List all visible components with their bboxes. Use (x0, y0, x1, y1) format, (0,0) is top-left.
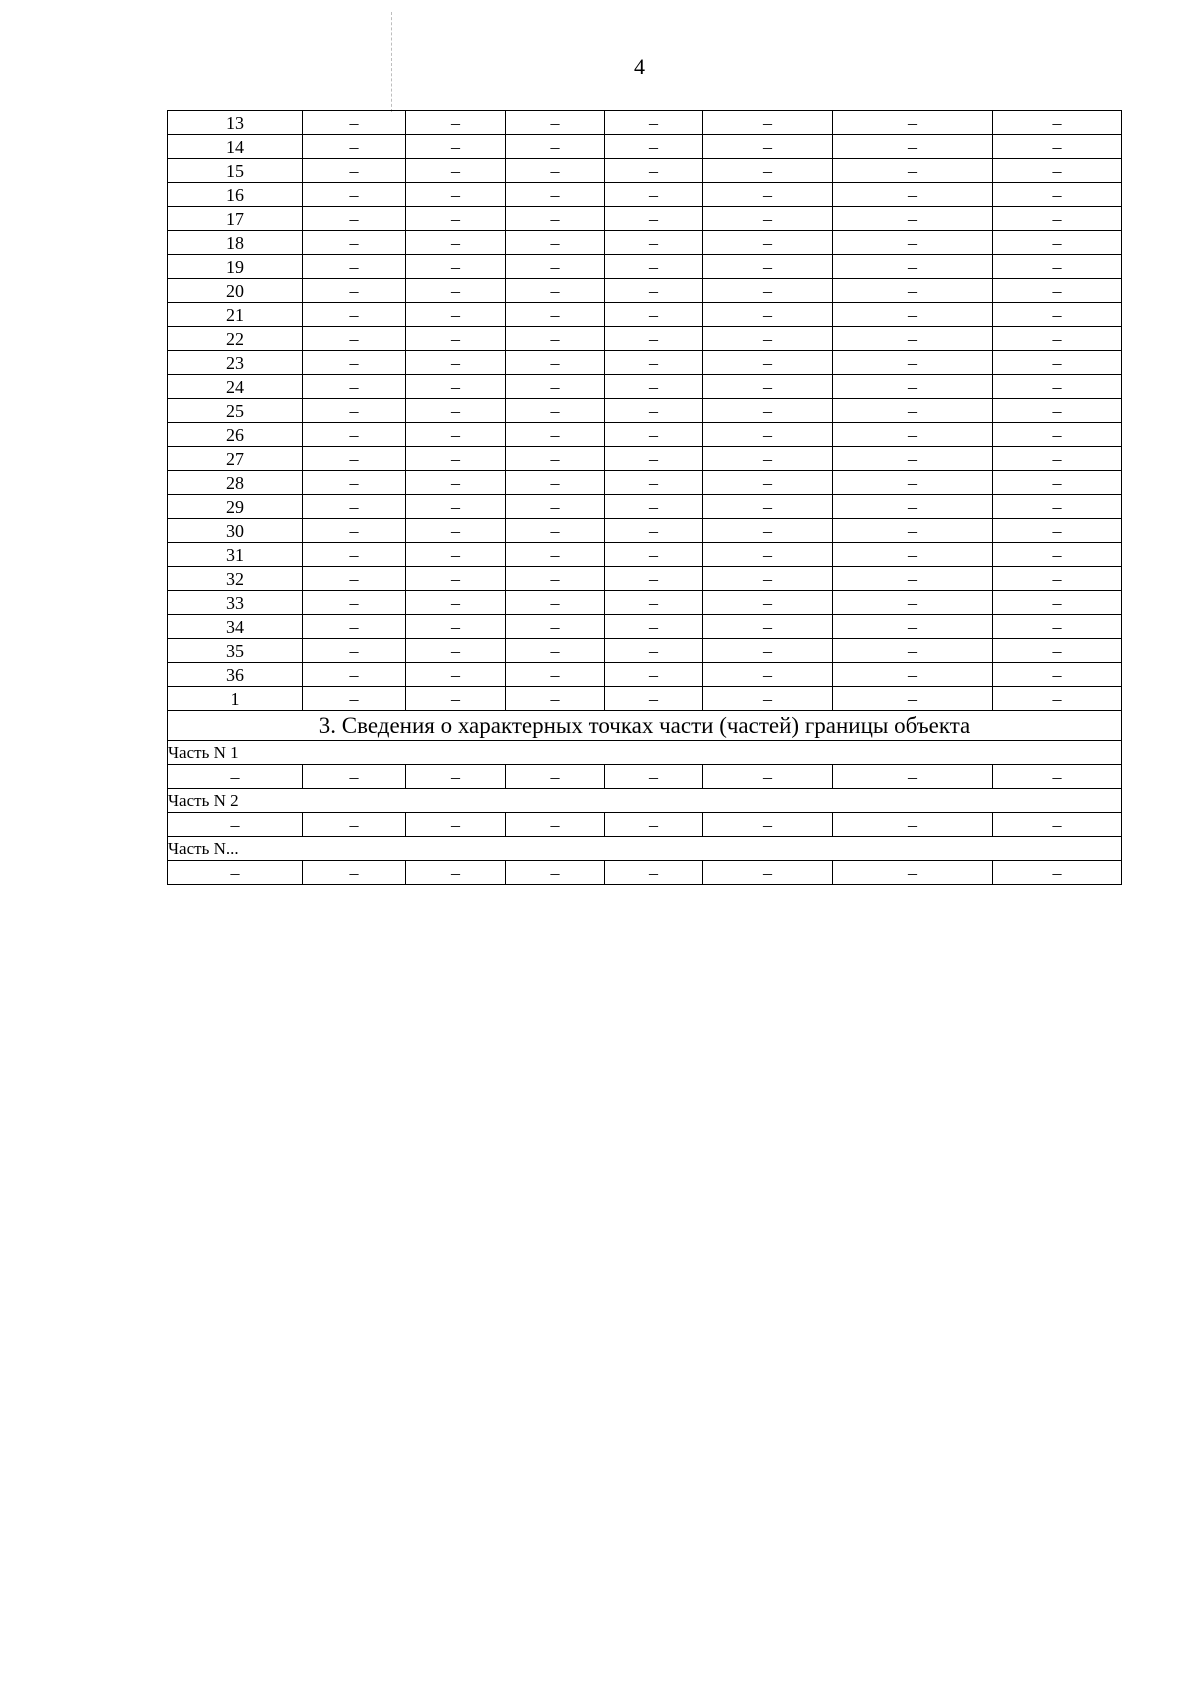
table-cell: – (406, 519, 506, 543)
scan-fold-line (391, 12, 392, 112)
table-cell: – (993, 279, 1122, 303)
table-cell: – (703, 303, 833, 327)
table-row (168, 231, 1122, 255)
table-row (168, 159, 1122, 183)
table-cell: – (406, 327, 506, 351)
table-cell: – (506, 327, 605, 351)
table-cell: – (703, 231, 833, 255)
point-number-cell: 24 (168, 375, 303, 399)
table-cell: – (993, 639, 1122, 663)
table-cell: – (506, 183, 605, 207)
table-cell: – (605, 255, 703, 279)
table-cell: – (406, 447, 506, 471)
table-row (168, 519, 1122, 543)
table-cell: – (993, 423, 1122, 447)
table-cell: – (406, 231, 506, 255)
table-cell: – (833, 615, 993, 639)
table-cell: – (605, 447, 703, 471)
table-cell: – (703, 543, 833, 567)
table-cell: – (406, 255, 506, 279)
table-cell: – (406, 303, 506, 327)
table-cell: – (993, 765, 1122, 789)
table-cell: – (605, 813, 703, 837)
table-cell: – (703, 765, 833, 789)
table-cell: – (506, 471, 605, 495)
table-cell: – (993, 471, 1122, 495)
point-number-cell: 22 (168, 327, 303, 351)
table-cell: – (506, 375, 605, 399)
table-cell: – (506, 423, 605, 447)
table-cell: – (303, 495, 406, 519)
point-number-cell: 35 (168, 639, 303, 663)
table-cell: – (833, 687, 993, 711)
table-cell: – (833, 375, 993, 399)
boundary-points-table (167, 110, 1122, 885)
table-cell: – (605, 495, 703, 519)
table-cell: – (303, 399, 406, 423)
table-cell: – (833, 255, 993, 279)
section-title: 3. Сведения о характерных точках части (частей) границы объекта (168, 711, 1122, 741)
page-number: 4 (634, 54, 645, 79)
table-cell: – (506, 447, 605, 471)
table-cell: – (833, 159, 993, 183)
table-row (168, 279, 1122, 303)
table-cell: – (506, 615, 605, 639)
table-cell: – (833, 303, 993, 327)
table-cell: – (303, 615, 406, 639)
table-cell: – (993, 687, 1122, 711)
table-cell: – (506, 255, 605, 279)
table-row (168, 375, 1122, 399)
part-label: Часть N... (168, 837, 1122, 861)
table-cell: – (605, 543, 703, 567)
table-row (168, 663, 1122, 687)
table-cell: – (703, 639, 833, 663)
table-cell: – (303, 813, 406, 837)
table-cell: – (993, 183, 1122, 207)
point-number-cell: 34 (168, 615, 303, 639)
table-cell: – (303, 159, 406, 183)
table-cell: – (605, 135, 703, 159)
table-cell: – (703, 399, 833, 423)
table-cell: – (506, 135, 605, 159)
table-cell: – (406, 615, 506, 639)
table-cell: – (506, 303, 605, 327)
table-cell: – (406, 351, 506, 375)
table-cell: – (406, 813, 506, 837)
table-cell: – (993, 567, 1122, 591)
table-row (168, 813, 1122, 837)
table-cell: – (993, 255, 1122, 279)
point-number-cell: 14 (168, 135, 303, 159)
table-cell: – (993, 231, 1122, 255)
table-cell: – (303, 519, 406, 543)
table-cell: – (833, 399, 993, 423)
table-cell: – (833, 447, 993, 471)
point-number-cell: 27 (168, 447, 303, 471)
table-cell: – (303, 183, 406, 207)
table-cell: – (303, 567, 406, 591)
table-cell: – (833, 135, 993, 159)
table-cell: – (506, 591, 605, 615)
table-cell: – (406, 159, 506, 183)
table-cell: – (605, 351, 703, 375)
table-body (168, 111, 1122, 885)
table-row (168, 135, 1122, 159)
table-cell: – (303, 375, 406, 399)
table-cell: – (833, 207, 993, 231)
table-cell: – (703, 615, 833, 639)
table-cell: – (406, 279, 506, 303)
point-number-cell: – (168, 861, 303, 885)
table-row (168, 207, 1122, 231)
table-cell: – (506, 639, 605, 663)
table-cell: – (703, 567, 833, 591)
table-cell: – (833, 351, 993, 375)
table-cell: – (703, 519, 833, 543)
table-cell: – (406, 375, 506, 399)
table-cell: – (506, 519, 605, 543)
point-number-cell: 32 (168, 567, 303, 591)
table-row (168, 687, 1122, 711)
table-cell: – (303, 279, 406, 303)
table-cell: – (605, 207, 703, 231)
table-cell: – (506, 765, 605, 789)
table-cell: – (605, 639, 703, 663)
table-cell: – (303, 135, 406, 159)
point-number-cell: – (168, 765, 303, 789)
table-cell: – (303, 327, 406, 351)
table-row (168, 471, 1122, 495)
point-number-cell: 25 (168, 399, 303, 423)
table-cell: – (406, 543, 506, 567)
point-number-cell: 31 (168, 543, 303, 567)
table-cell: – (605, 327, 703, 351)
table-cell: – (506, 399, 605, 423)
table-cell: – (406, 663, 506, 687)
table-cell: – (303, 861, 406, 885)
table-cell: – (833, 183, 993, 207)
table-cell: – (303, 111, 406, 135)
table-row (168, 447, 1122, 471)
table-row (168, 351, 1122, 375)
table-cell: – (993, 591, 1122, 615)
table-row (168, 639, 1122, 663)
table-cell: – (703, 813, 833, 837)
table-cell: – (605, 231, 703, 255)
table-cell: – (993, 303, 1122, 327)
part-label: Часть N 2 (168, 789, 1122, 813)
table-cell: – (506, 351, 605, 375)
part-label-row (168, 837, 1122, 861)
point-number-cell: 30 (168, 519, 303, 543)
point-number-cell: 16 (168, 183, 303, 207)
table-cell: – (406, 207, 506, 231)
table-cell: – (703, 255, 833, 279)
table-cell: – (605, 615, 703, 639)
table-cell: – (833, 543, 993, 567)
table-cell: – (993, 447, 1122, 471)
table-cell: – (303, 765, 406, 789)
point-number-cell: – (168, 813, 303, 837)
table-cell: – (993, 159, 1122, 183)
table-cell: – (605, 183, 703, 207)
table-cell: – (406, 567, 506, 591)
table-cell: – (303, 231, 406, 255)
table-cell: – (406, 471, 506, 495)
table-cell: – (406, 591, 506, 615)
table-cell: – (833, 813, 993, 837)
table-cell: – (833, 495, 993, 519)
table-cell: – (605, 687, 703, 711)
table-cell: – (833, 231, 993, 255)
table-cell: – (833, 327, 993, 351)
table-cell: – (993, 495, 1122, 519)
point-number-cell: 1 (168, 687, 303, 711)
table-cell: – (506, 279, 605, 303)
table-cell: – (993, 327, 1122, 351)
table-cell: – (703, 495, 833, 519)
table-cell: – (605, 111, 703, 135)
table-cell: – (303, 207, 406, 231)
part-label-row (168, 741, 1122, 765)
table-cell: – (506, 159, 605, 183)
table-cell: – (703, 447, 833, 471)
table-row (168, 591, 1122, 615)
table-cell: – (605, 399, 703, 423)
table-cell: – (703, 183, 833, 207)
table-cell: – (303, 351, 406, 375)
table-cell: – (406, 495, 506, 519)
part-label-row (168, 789, 1122, 813)
table-cell: – (833, 279, 993, 303)
table-cell: – (605, 471, 703, 495)
table-row (168, 303, 1122, 327)
table-cell: – (303, 447, 406, 471)
table-cell: – (833, 111, 993, 135)
table-cell: – (303, 471, 406, 495)
point-number-cell: 36 (168, 663, 303, 687)
table-cell: – (703, 207, 833, 231)
table-cell: – (605, 423, 703, 447)
table-cell: – (303, 255, 406, 279)
table-cell: – (833, 861, 993, 885)
table-cell: – (993, 399, 1122, 423)
table-cell: – (303, 303, 406, 327)
table-row (168, 255, 1122, 279)
point-number-cell: 29 (168, 495, 303, 519)
table-cell: – (703, 111, 833, 135)
point-number-cell: 33 (168, 591, 303, 615)
table-cell: – (605, 591, 703, 615)
section-header-row (168, 711, 1122, 741)
table-cell: – (993, 207, 1122, 231)
table-cell: – (833, 639, 993, 663)
table-cell: – (703, 351, 833, 375)
table-cell: – (303, 543, 406, 567)
table-cell: – (506, 495, 605, 519)
table-cell: – (506, 207, 605, 231)
table-cell: – (605, 279, 703, 303)
table-cell: – (703, 327, 833, 351)
table-cell: – (406, 861, 506, 885)
table-cell: – (993, 615, 1122, 639)
table-cell: – (703, 159, 833, 183)
table-row (168, 111, 1122, 135)
table-cell: – (703, 375, 833, 399)
table-row (168, 861, 1122, 885)
table-cell: – (303, 663, 406, 687)
table-cell: – (833, 471, 993, 495)
table-cell: – (703, 423, 833, 447)
table-cell: – (833, 765, 993, 789)
table-cell: – (833, 663, 993, 687)
table-cell: – (833, 591, 993, 615)
table-row (168, 765, 1122, 789)
table-cell: – (993, 663, 1122, 687)
table-row (168, 567, 1122, 591)
table-cell: – (506, 861, 605, 885)
point-number-cell: 17 (168, 207, 303, 231)
table-cell: – (605, 303, 703, 327)
point-number-cell: 13 (168, 111, 303, 135)
table-cell: – (506, 687, 605, 711)
table-cell: – (993, 135, 1122, 159)
point-number-cell: 23 (168, 351, 303, 375)
table-cell: – (993, 519, 1122, 543)
table-cell: – (993, 543, 1122, 567)
table-cell: – (506, 111, 605, 135)
table-row (168, 423, 1122, 447)
table-cell: – (703, 591, 833, 615)
point-number-cell: 20 (168, 279, 303, 303)
table-cell: – (703, 279, 833, 303)
table-cell: – (703, 471, 833, 495)
table-cell: – (506, 231, 605, 255)
table-cell: – (303, 591, 406, 615)
part-label: Часть N 1 (168, 741, 1122, 765)
table-cell: – (605, 567, 703, 591)
table-cell: – (993, 111, 1122, 135)
point-number-cell: 21 (168, 303, 303, 327)
table-cell: – (993, 813, 1122, 837)
table-cell: – (406, 423, 506, 447)
table-cell: – (303, 639, 406, 663)
table-cell: – (605, 765, 703, 789)
table-row (168, 543, 1122, 567)
table-cell: – (506, 663, 605, 687)
table-cell: – (406, 687, 506, 711)
table-cell: – (703, 687, 833, 711)
table-cell: – (993, 861, 1122, 885)
table-row (168, 495, 1122, 519)
table-cell: – (703, 663, 833, 687)
table-cell: – (605, 861, 703, 885)
table-cell: – (833, 519, 993, 543)
point-number-cell: 19 (168, 255, 303, 279)
table-cell: – (993, 351, 1122, 375)
point-number-cell: 18 (168, 231, 303, 255)
table-cell: – (406, 765, 506, 789)
table-cell: – (506, 567, 605, 591)
table-cell: – (703, 135, 833, 159)
table-cell: – (303, 687, 406, 711)
table-cell: – (703, 861, 833, 885)
table-row (168, 327, 1122, 351)
table-cell: – (406, 639, 506, 663)
table-cell: – (833, 423, 993, 447)
table-cell: – (406, 399, 506, 423)
table-cell: – (833, 567, 993, 591)
table-cell: – (605, 519, 703, 543)
table-cell: – (605, 159, 703, 183)
table-cell: – (406, 183, 506, 207)
table-row (168, 399, 1122, 423)
table-cell: – (993, 375, 1122, 399)
table-cell: – (506, 543, 605, 567)
table-cell: – (303, 423, 406, 447)
table-row (168, 615, 1122, 639)
point-number-cell: 28 (168, 471, 303, 495)
table-row (168, 183, 1122, 207)
point-number-cell: 15 (168, 159, 303, 183)
table-cell: – (406, 135, 506, 159)
point-number-cell: 26 (168, 423, 303, 447)
table-cell: – (506, 813, 605, 837)
table-cell: – (605, 663, 703, 687)
table-cell: – (605, 375, 703, 399)
table-cell: – (406, 111, 506, 135)
